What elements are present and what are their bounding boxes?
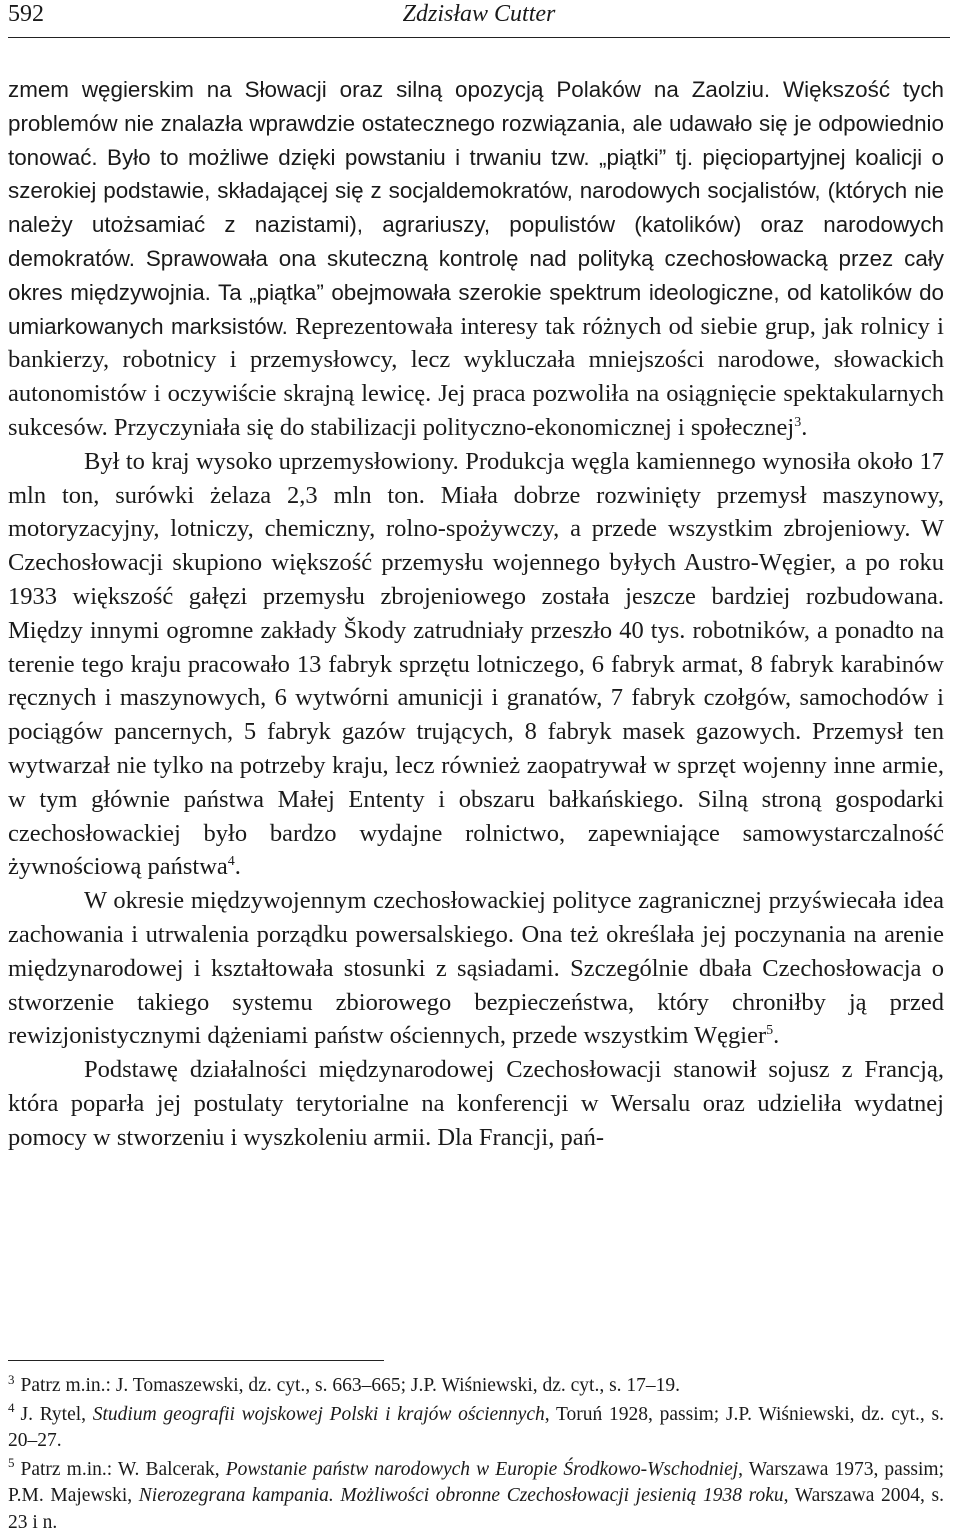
paragraph-1-end: . xyxy=(801,413,808,441)
footnote-4 xyxy=(8,1402,944,1455)
footnote-5-post: , Warszawa 2004, s. 23 i n. xyxy=(8,1485,944,1533)
footnote-5-pre: Patrz m.in.: W. Balcerak, xyxy=(20,1458,226,1480)
footnote-ref-5[interactable]: 5 xyxy=(766,1023,774,1039)
body-text xyxy=(8,73,944,1155)
paragraph-2-end: . xyxy=(234,853,241,881)
footnote-separator xyxy=(8,1360,384,1361)
page-number: 592 xyxy=(8,1,44,27)
footnote-ref-3[interactable]: 3 xyxy=(794,414,802,430)
paragraph-2-text: Był to kraj wysoko uprzemysłowiony. Produkcja węgla kamiennego wynosiła około 17 mln ton, surówki żelaza 2,3 mln ton. Miała dobrze rozwinięty przemysł maszynowy, motoryzacyjny, lotniczy, chemiczny, rolno-spożywczy, a przede wszystkim zbrojeniowy. W Czechosłowacji skupiono większość przemysłu wojennego byłych Austro-Węgier, a po roku 1933 większość gałęzi przemysłu zbrojeniowego została jeszcze bardziej rozbudowana. Między innymi ogromne zakłady Škody zatrudniały przeszło 40 tys. robotników, a ponadto na terenie tego kraju pracowało 13 fabryk sprzętu lotniczego, 6 fabryk armat, 8 fabryk karabinów ręcznych i maszynowych, 6 wytwórni amunicji i granatów, 7 fabryk czołgów, samochodów i pociągów pancernych, 5 fabryk gazów trujących, 8 fabryk masek gazowych. Przemysł ten wytwarzał nie tylko na potrzeby kraju, lecz również zaopatrywał w sprzęt wojenny inne armie, w tym głównie państwa Małej Ententy i obszaru bałkańskiego. Silną stroną gospodarki czechosłowackiej było bardzo wydajne rolnictwo, zapewniające samowystarczalność żywnościową państwa xyxy=(8,447,944,881)
paragraph-3-end: . xyxy=(773,1022,780,1050)
footnote-4-post: , Toruń 1928, passim; J.P. Wiśniewski, dz. cyt., s. 20–27. xyxy=(8,1403,944,1452)
footnote-ref-4[interactable]: 4 xyxy=(227,854,235,870)
paragraph-2 xyxy=(8,445,944,884)
footnote-4-title: Studium geografii wojskowej Polski i krajów ościennych xyxy=(92,1403,545,1425)
footnote-5-number: 5 xyxy=(8,1455,15,1471)
footnote-3-number: 3 xyxy=(8,1371,15,1387)
paragraph-3-text: W okresie międzywojennym czechosłowackiej polityce zagranicznej przyświecała idea zachowania i utrwalenia porządku powersalskiego. Ona też określała jej poczynania na arenie międzynarodowej i kształtowała stosunki z sąsiadami. Szczególnie dbała Czechosłowacja o stworzenie takiego systemu zbiorowego bezpieczeństwa, który chroniłby ją przed rewizjonistycznymi dążeniami państw ościennych, przede wszystkim Węgier xyxy=(8,887,944,1050)
footnotes xyxy=(8,1373,944,1539)
footnote-5-title-2: Nierozegrana kampania. Możliwości obronne Czechosłowacji jesienią 1938 roku xyxy=(138,1485,784,1507)
paragraph-3 xyxy=(8,884,944,1053)
footnote-4-number: 4 xyxy=(8,1400,15,1416)
footnote-5-mid: , Warszawa 1973, passim; P.M. Majewski, xyxy=(8,1458,945,1507)
paragraph-1-sans-part: zmem węgierskim na Słowacji oraz silną opozycją Polaków na Zaolziu. Większość tych problemów nie znalazła wprawdzie ostatecznego rozwiązania, ale udawało się je odpowiednio tonować. Było to możliwe dzięki powstaniu i trwaniu tzw. „piątki” tj. pięciopartyjnej koalicji o szerokiej podstawie, składającej się z socjaldemokratów, narodowych socjalistów, (których nie należy utożsamiać z nazistami), agrariuszy, populistów (katolików) oraz narodowych demokratów. Sprawowała ona skuteczną kontrolę nad polityką czechosłowacką przez cały okres międzywojnia. Ta „piątka” obejmowała szerokie spektrum ideologiczne, od katolików do umiarkowanych marksistów. xyxy=(8,77,944,339)
page-header xyxy=(8,0,950,38)
running-head: Zdzisław Cutter xyxy=(402,1,556,27)
header-rule xyxy=(8,37,950,38)
footnote-5 xyxy=(8,1457,944,1537)
paragraph-1-serif-part: Reprezentowała interesy tak różnych od siebie grup, jak rolnicy i bankierzy, robotnicy i przemysłowcy, lecz wykluczała mniejszości narodowe, słowackich autonomistów i oczywiście skrajną lewicę. Jej praca pozwoliła na osiągnięcie spektakularnych sukcesów. Przyczyniała się do stabilizacji polityczno-ekonomicznej i społecznej xyxy=(8,312,944,441)
footnote-5-title-1: Powstanie państw narodowych w Europie Środkowo-Wschodniej xyxy=(225,1458,739,1480)
footnote-4-pre: J. Rytel, xyxy=(20,1403,93,1425)
paragraph-1 xyxy=(8,73,944,445)
footnote-3-text: Patrz m.in.: J. Tomaszewski, dz. cyt., s. 663–665; J.P. Wiśniewski, dz. cyt., s. 17–19. xyxy=(20,1375,681,1396)
footnote-3 xyxy=(8,1373,944,1400)
paragraph-4: Podstawę działalności międzynarodowej Czechosłowacji stanowił sojusz z Francją, która poparła jej postulaty terytorialne na konferencji w Wersalu oraz udzieliła wydatnej pomocy w stworzeniu i wyszkoleniu armii. Dla Francji, pań- xyxy=(8,1056,944,1151)
